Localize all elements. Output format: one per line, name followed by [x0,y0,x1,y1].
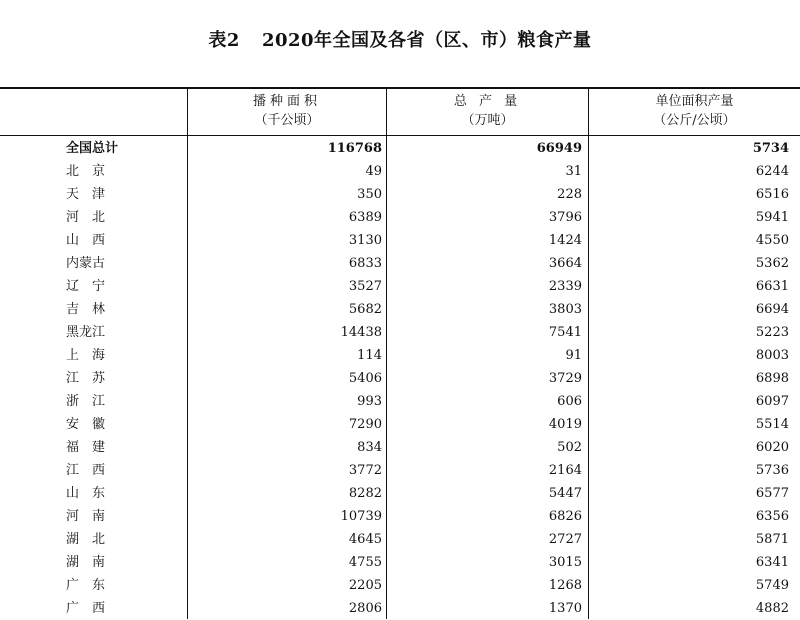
area-value: 6389 [348,210,382,225]
table-title-text: 2020年全国及各省（区、市）粮食产量 [261,30,592,51]
yield-value: 5941 [755,210,789,225]
output-value: 1268 [548,578,582,593]
area-value: 993 [357,394,382,409]
area-value: 3130 [348,233,382,248]
table-row [0,528,800,551]
area-value: 5406 [348,371,382,386]
table-row [0,505,800,528]
table-number: 表2 [208,30,240,51]
yield-value: 6631 [755,279,789,294]
output-value: 2164 [548,463,582,478]
region-name: 山 西 [66,233,106,248]
output-value: 3729 [548,371,582,386]
table-row [0,551,800,574]
output-value: 1424 [548,233,582,248]
region-name: 北 京 [66,164,106,179]
yield-value: 6898 [755,371,789,386]
area-value: 6833 [348,256,382,271]
output-value: 5447 [548,486,582,501]
output-value: 502 [557,440,582,455]
area-value: 10739 [340,509,382,524]
yield-value: 4882 [755,601,789,616]
area-value: 4755 [348,555,382,570]
region-name: 河 北 [66,210,106,225]
area-value: 834 [357,440,382,455]
area-value: 2205 [348,578,382,593]
table-row [0,367,800,390]
area-value: 7290 [348,417,382,432]
table-title [0,26,800,52]
region-name: 湖 北 [66,532,106,547]
region-name: 安 徽 [66,417,106,432]
area-value: 14438 [340,325,382,340]
table-row [0,482,800,505]
total-row [0,137,800,160]
yield-value: 6577 [755,486,789,501]
area-value: 49 [365,164,382,179]
output-value: 6826 [548,509,582,524]
area-value: 116768 [327,141,382,156]
output-value: 66949 [536,141,582,156]
area-value: 3527 [348,279,382,294]
table-row [0,275,800,298]
output-value: 3015 [548,555,582,570]
table-row [0,252,800,275]
region-name: 辽 宁 [66,279,106,294]
column-header-label: 播种面积 [252,94,321,109]
yield-value: 5514 [755,417,789,432]
output-value: 3796 [548,210,582,225]
region-name: 全国总计 [66,141,119,156]
table-row [0,597,800,620]
output-value: 3664 [548,256,582,271]
table-row [0,160,800,183]
output-value: 606 [557,394,582,409]
yield-value: 6244 [755,164,789,179]
output-value: 91 [565,348,582,363]
table-top-rule [0,87,800,89]
area-value: 5682 [348,302,382,317]
yield-value: 6694 [755,302,789,317]
area-value: 114 [357,348,382,363]
output-value: 2339 [548,279,582,294]
column-header-unit: （万吨） [461,113,514,128]
yield-value: 6516 [755,187,789,202]
column-header-unit: （千公顷） [254,113,320,128]
region-name: 天 津 [66,187,106,202]
column-header-label: 总 产 量 [453,94,522,109]
output-value: 7541 [548,325,582,340]
yield-value: 5223 [755,325,789,340]
area-value: 2806 [348,601,382,616]
region-name: 内蒙古 [66,256,106,271]
column-header-unit: （公斤/公顷） [653,113,736,128]
region-name: 吉 林 [66,302,106,317]
column-header-yield [589,92,800,130]
yield-value: 5734 [752,141,789,156]
output-value: 31 [565,164,582,179]
table-row [0,459,800,482]
table-row [0,574,800,597]
table-row [0,298,800,321]
region-name: 湖 南 [66,555,106,570]
column-header-output [387,92,588,130]
region-name: 广 西 [66,601,106,616]
table-row [0,183,800,206]
table-row [0,390,800,413]
yield-value: 4550 [755,233,789,248]
yield-value: 5871 [755,532,789,547]
column-header-label: 单位面积产量 [655,94,734,109]
output-value: 3803 [548,302,582,317]
output-value: 4019 [548,417,582,432]
region-name: 浙 江 [66,394,106,409]
table-row [0,436,800,459]
region-name: 福 建 [66,440,106,455]
yield-value: 8003 [755,348,789,363]
yield-value: 6341 [755,555,789,570]
table-row [0,413,800,436]
table-body [0,137,800,620]
region-name: 江 苏 [66,371,106,386]
yield-value: 5749 [755,578,789,593]
table-row [0,344,800,367]
table-row [0,321,800,344]
region-name: 黑龙江 [66,325,106,340]
region-name: 山 东 [66,486,106,501]
output-value: 1370 [548,601,582,616]
table-header-rule [0,135,800,136]
area-value: 8282 [348,486,382,501]
area-value: 4645 [348,532,382,547]
output-value: 228 [557,187,582,202]
yield-value: 6097 [755,394,789,409]
region-name: 广 东 [66,578,106,593]
table-row [0,206,800,229]
area-value: 3772 [348,463,382,478]
region-name: 江 西 [66,463,106,478]
yield-value: 5362 [755,256,789,271]
column-header-area [188,92,386,130]
yield-value: 6356 [755,509,789,524]
yield-value: 6020 [755,440,789,455]
area-value: 350 [357,187,382,202]
table-row [0,229,800,252]
region-name: 河 南 [66,509,106,524]
region-name: 上 海 [66,348,106,363]
yield-value: 5736 [755,463,789,478]
output-value: 2727 [548,532,582,547]
